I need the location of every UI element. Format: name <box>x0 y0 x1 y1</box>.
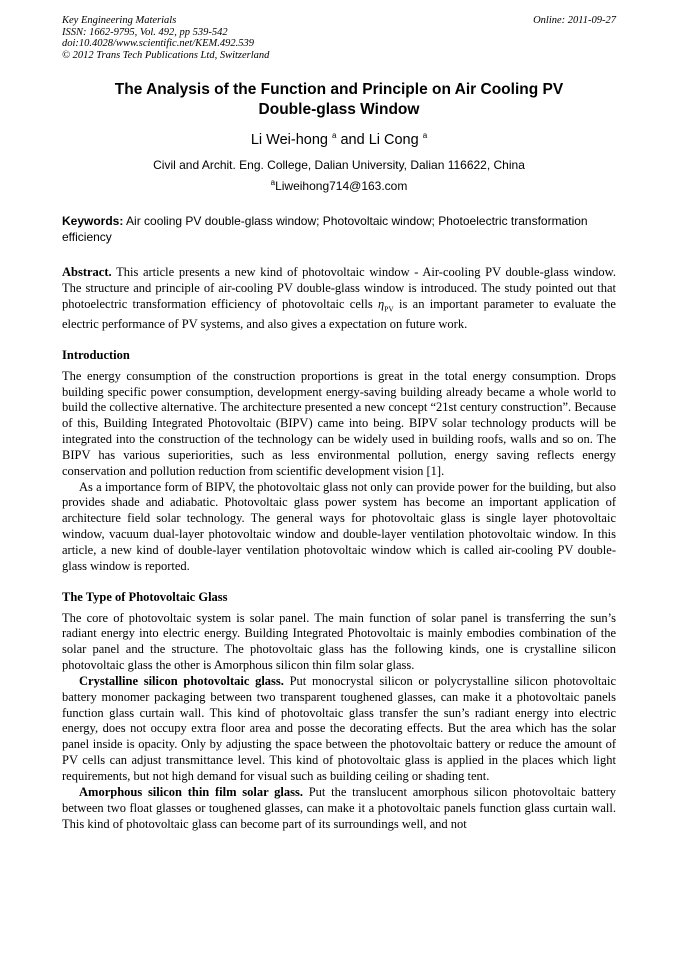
keywords-text: Air cooling PV double-glass window; Photovoltaic window; Photoelectric transformation efficiency <box>62 214 588 244</box>
author-separator: and <box>336 132 369 148</box>
doi-line: doi:10.4028/www.scientific.net/KEM.492.539 <box>62 38 254 50</box>
type-paragraph-3 <box>62 785 616 833</box>
affiliation: Civil and Archit. Eng. College, Dalian University, Dalian 116622, China <box>153 158 525 172</box>
introduction-paragraph-2: As a importance form of BIPV, the photovoltaic glass not only can provide power for the building, but also provides shade and adiabatic. Photovoltaic glass power system has become an important application of architecture field solar technology. The general ways for photovoltaic glass is single layer photovoltaic window, vacuum dual-layer photovoltaic window and double-layer ventilation photovoltaic window. In this article, a new kind of double-layer ventilation photovoltaic window which is called air-cooling PV double-glass window is reported. <box>62 479 616 573</box>
copyright-line: © 2012 Trans Tech Publications Ltd, Switzerland <box>62 49 270 61</box>
introduction-heading: Introduction <box>62 347 130 362</box>
eta-subscript: PV <box>384 304 394 314</box>
type-paragraph-1: The core of photovoltaic system is solar panel. The main function of solar panel is transferring the sun’s radiant energy into electric energy. Building Integrated Photovoltaic is mainly embodies combination of the solar panel and the structure. The photovoltaic glass has the following kinds, one is crystalline silicon photovoltaic glass the other is Amorphous silicon thin film solar glass. <box>62 610 616 673</box>
keywords <box>62 214 616 245</box>
title-line-2: Double-glass Window <box>258 101 420 118</box>
author-2-mark: a <box>422 131 428 141</box>
crystalline-text: Put monocrystal silicon or polycrystalline silicon photovoltaic battery monomer packaging between two transparent toughened glasses, can make it a photovoltaic panels function glass curtain wall. This kind of photovoltaic glass transfer the sun’s radiant energy into electric energy, does not occupy extra floor area and posse the decorating effects. But the area which has the solar panel inside is opacity. Only by adjusting the space between the photovoltaic battery or reduce the amount of PV cells can adjust transmittance level. This kind of photovoltaic glass is applied in the places which light requirements, but not high demand for visual such as building ceiling or shading tent. <box>62 673 616 783</box>
introduction-paragraph-1: The energy consumption of the construction proportions is great in the total energy consumption. Drops building specific power consumption, development energy-saving building already became a whole world to build the collective alternative. The architecture presented a new concept “21st century construction”. Because of this, Building Integrated Photovoltaic (BIPV) came into being. BIPV solar technology products will be integrated into the construction of the technology can be widely used in building roofs, walls and so on. The BIPV has various superiorities, such as less environmental pollution, energy saving reflects energy conservation and pollution reduction from scientific development vision [1]. <box>62 368 616 478</box>
author-2: Li Cong <box>368 132 419 148</box>
issn-line: ISSN: 1662-9795, Vol. 492, pp 539-542 <box>62 26 228 38</box>
title-line-1: The Analysis of the Function and Principle on Air Cooling PV <box>114 81 564 98</box>
journal-name: Key Engineering Materials <box>62 15 177 26</box>
author-1: Li Wei-hong <box>250 132 328 148</box>
keywords-label: Keywords: <box>62 214 124 228</box>
author-list <box>62 131 616 149</box>
abstract-text-2: is an important parameter to evaluate the electric performance of PV systems, and also gives a expectation on future work. <box>62 296 616 332</box>
type-section-heading: The Type of Photovoltaic Glass <box>62 589 228 604</box>
amorphous-text: Put the translucent amorphous silicon photovoltaic battery between two float glasses or toughened glasses, can make it a photovoltaic panels function glass curtain wall. This kind of photovoltaic glass can become part of its surroundings well, and not <box>62 784 617 831</box>
paper-body <box>62 265 616 832</box>
type-paragraph-2 <box>62 674 616 785</box>
online-date: Online: 2011-09-27 <box>533 15 616 26</box>
author-email <box>62 179 616 194</box>
abstract-paragraph <box>62 265 616 333</box>
crystalline-label: Crystalline silicon photovoltaic glass. <box>79 673 284 688</box>
paper-title <box>62 80 616 120</box>
publication-header <box>62 15 616 61</box>
abstract-label: Abstract. <box>62 265 112 279</box>
email-mark: a <box>270 178 276 187</box>
eta-symbol: η <box>377 296 385 311</box>
email-address: Liweihong714@163.com <box>275 179 408 193</box>
eta-pv-symbol <box>377 296 394 314</box>
amorphous-label: Amorphous silicon thin film solar glass. <box>79 784 303 799</box>
abstract-text-1: This article presents a new kind of photovoltaic window - Air-cooling PV double-glass window. The structure and principle of air-cooling PV double-glass window is introduced. The study pointed out that photoelectric transformation efficiency of photovoltaic cells <box>62 265 616 311</box>
author-1-mark: a <box>331 131 337 141</box>
